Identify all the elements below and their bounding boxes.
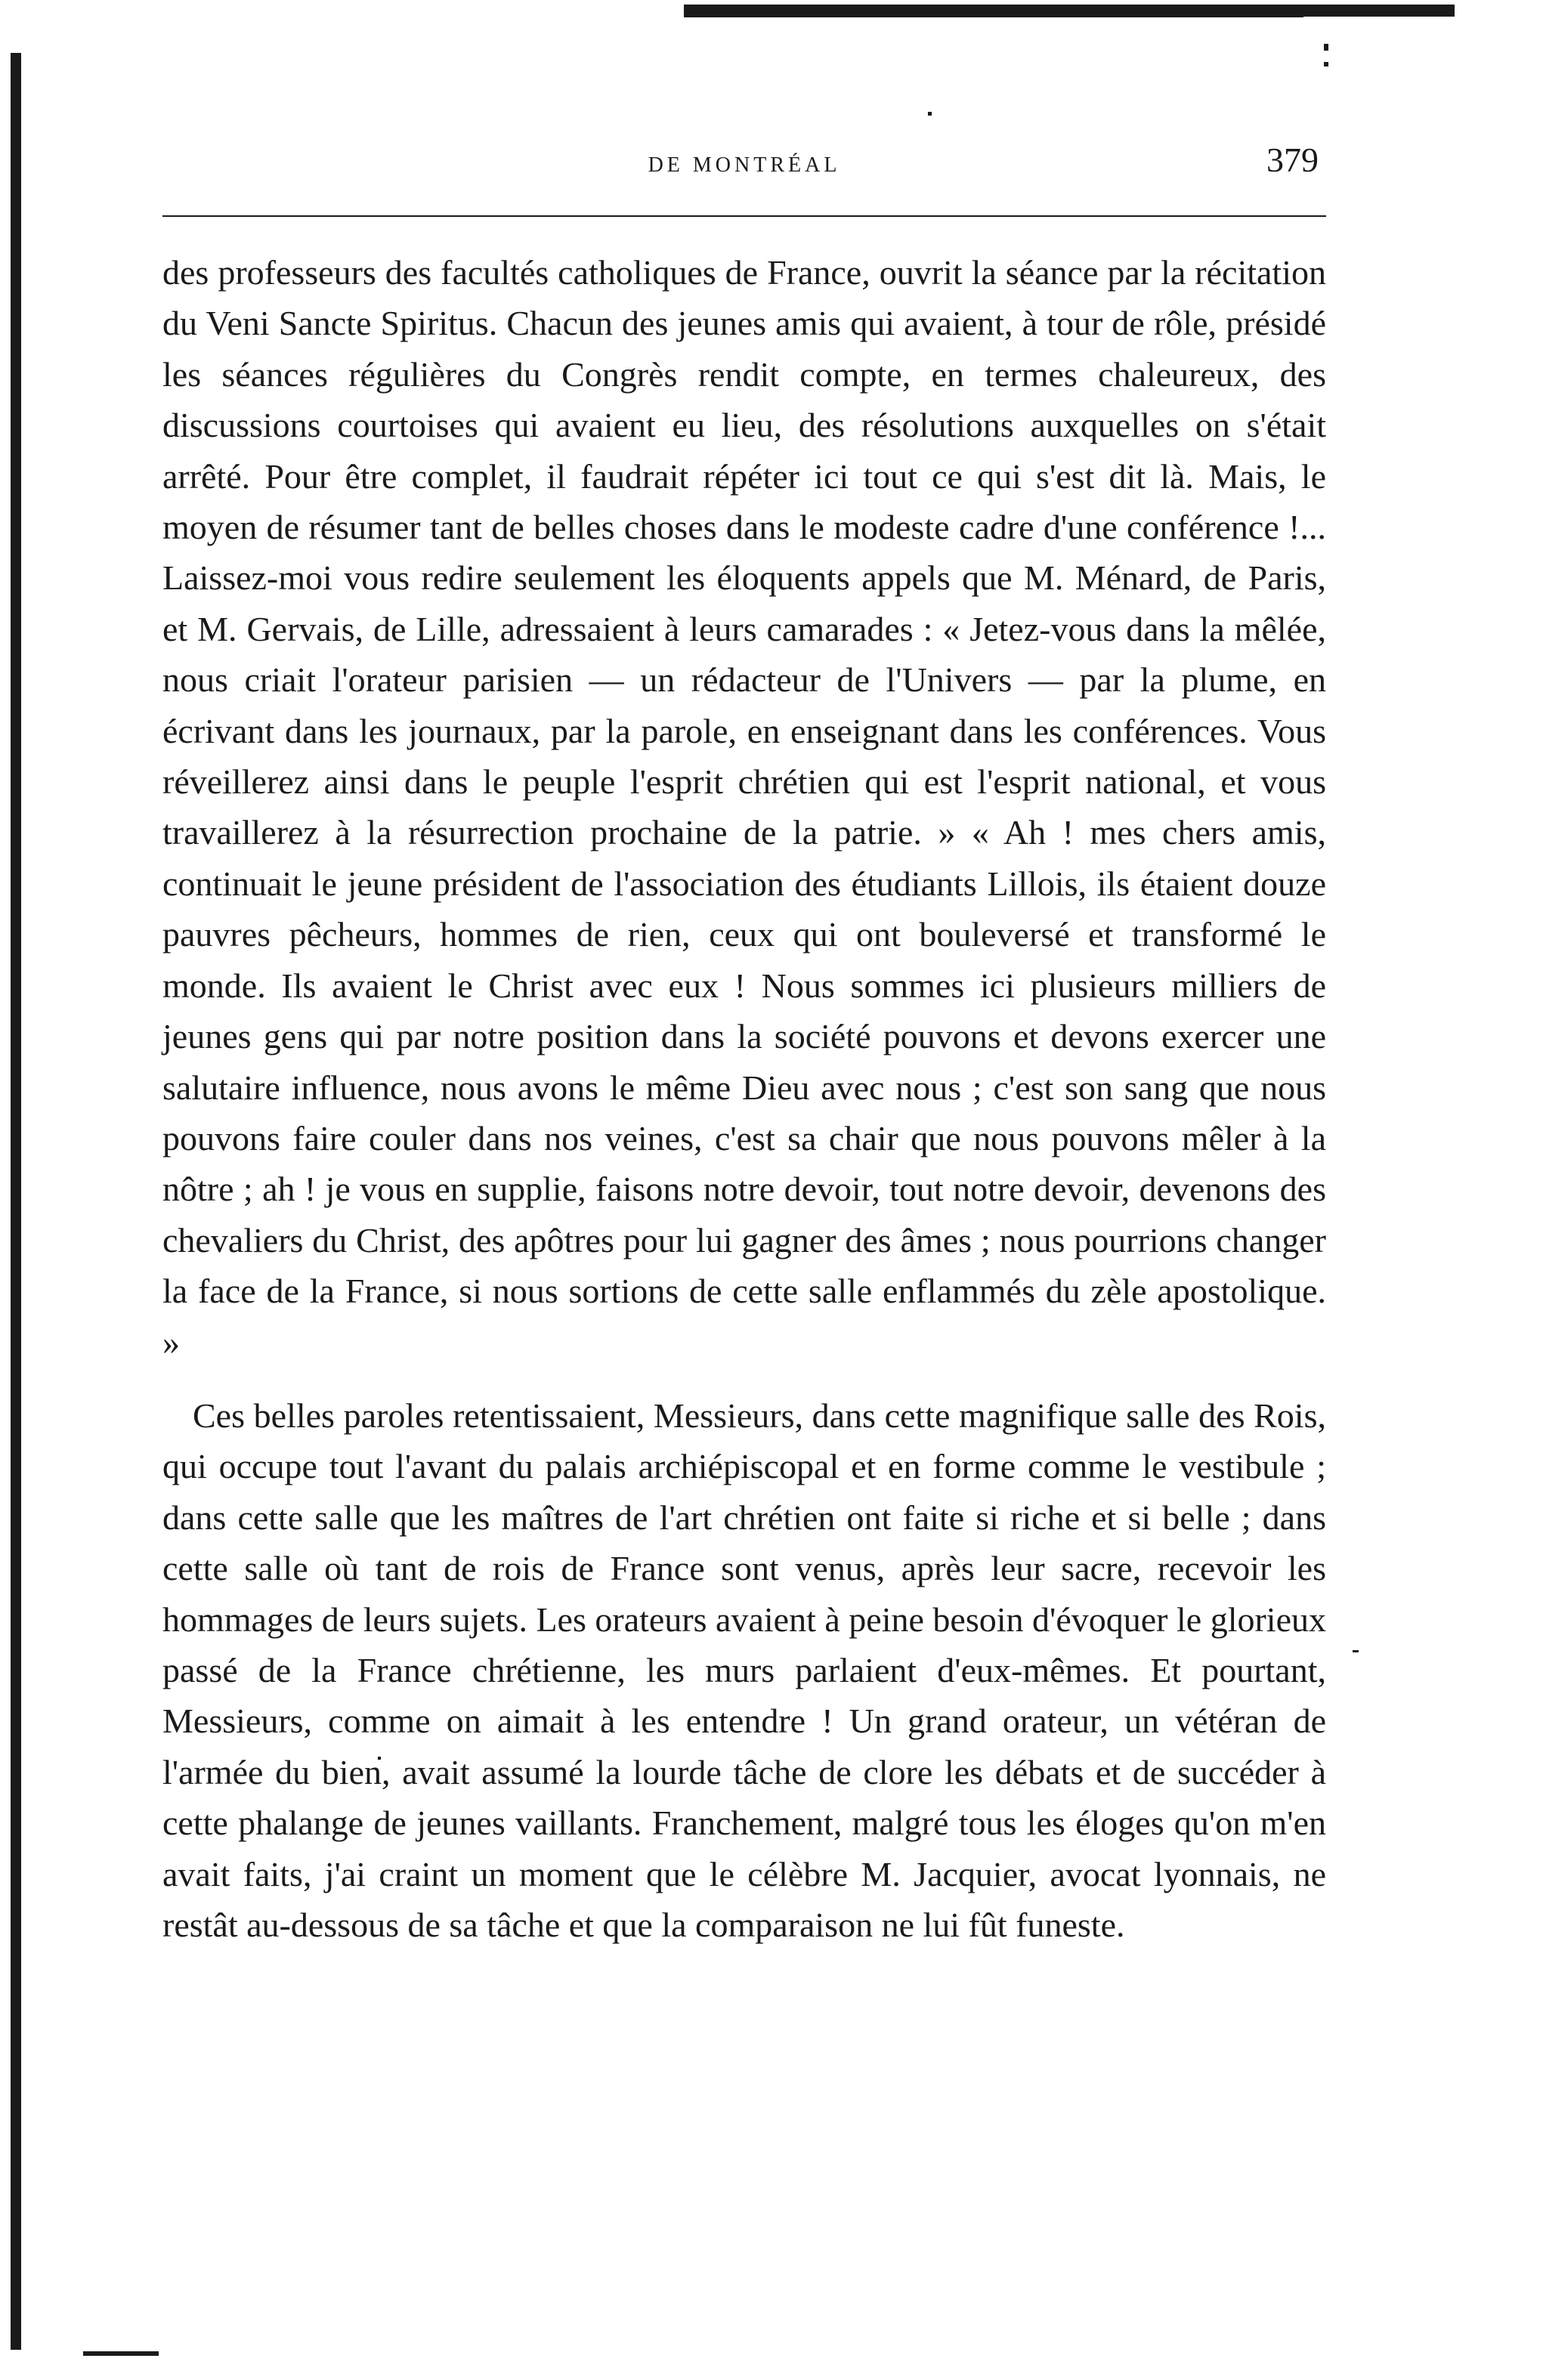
scan-speck <box>1353 1650 1359 1652</box>
paragraph: Ces belles paroles retentissaient, Messieurs, dans cette magnifique salle des Rois, qui occupe tout l'avant du palais archiépiscopal et en forme comme le vestibule ; dans cette salle que les maîtres de l'art chrétien ont faite si riche et si belle ; dans cette salle où tant de rois de France sont venus, après leur sacre, recevoir les hommages de leurs sujets. Les orateurs avaient à peine besoin d'évoquer le glorieux passé de la France chrétienne, les murs parlaient d'eux-mêmes. Et pourtant, Messieurs, comme on aimait à les entendre ! Un grand orateur, un vétéran de l'armée du bien, avait assumé la lourde tâche de clore les débats et de succéder à cette phalange de jeunes vaillants. Franchement, malgré tous les éloges qu'on m'en avait faits, j'ai craint un moment que le célèbre M. Jacquier, avocat lyonnais, ne restât au-dessous de sa tâche et que la comparaison ne lui fût funeste. <box>162 1396 1326 1944</box>
book-page <box>162 132 1326 1973</box>
scan-speck <box>1324 44 1328 51</box>
header-rule <box>162 215 1326 217</box>
running-head: DE MONTRÉAL <box>648 153 841 177</box>
body-text <box>162 247 1326 1950</box>
paragraph: des professeurs des facultés catholiques de France, ouvrit la séance par la récitation du Veni Sancte Spiritus. Chacun des jeunes amis qui avaient, à tour de rôle, présidé les séances régulières du Congrès rendit compte, en termes chaleureux, des discussions courtoises qui avaient eu lieu, des résolutions auxquelles on s'était arrêté. Pour être complet, il faudrait répéter ici tout ce qui s'est dit là. Mais, le moyen de résumer tant de belles choses dans le modeste cadre d'une conférence !... Laissez-moi vous redire seulement les éloquents appels que M. Ménard, de Paris, et M. Gervais, de Lille, adressaient à leurs camarades : « Jetez-vous dans la mêlée, nous criait l'orateur parisien — un rédacteur de l'Univers — par la plume, en écrivant dans les journaux, par la parole, en enseignant dans les conférences. Vous réveillerez ainsi dans le peuple l'esprit chrétien qui est l'esprit national, et vous travaillerez à la résurrection prochaine de la patrie. » « Ah ! mes chers amis, continuait le jeune président de l'association des étudiants Lillois, ils étaient douze pauvres pêcheurs, hommes de rien, ceux qui ont bouleversé et transformé le monde. Ils avaient le Christ avec eux ! Nous sommes ici plusieurs milliers de jeunes gens qui par notre position dans la société pouvons et devons exercer une salutaire influence, nous avons le même Dieu avec nous ; c'est son sang que nous pouvons faire couler dans nos veines, c'est sa chair que nous pouvons mêler à la nôtre ; ah ! je vous en supplie, faisons notre devoir, tout notre devoir, devenons des chevaliers du Christ, des apôtres pour lui gagner des âmes ; nous pourrions changer la face de la France, si nous sortions de cette salle enflammés du zèle apostolique. » <box>162 253 1326 1362</box>
left-scan-border <box>11 53 21 2350</box>
top-scan-rule-thin <box>684 15 1303 17</box>
bottom-scan-mark <box>83 2351 159 2356</box>
page-number: 379 <box>1266 141 1319 179</box>
page-header <box>162 132 1326 215</box>
scan-speck <box>928 112 932 116</box>
scan-speck <box>1324 62 1328 66</box>
